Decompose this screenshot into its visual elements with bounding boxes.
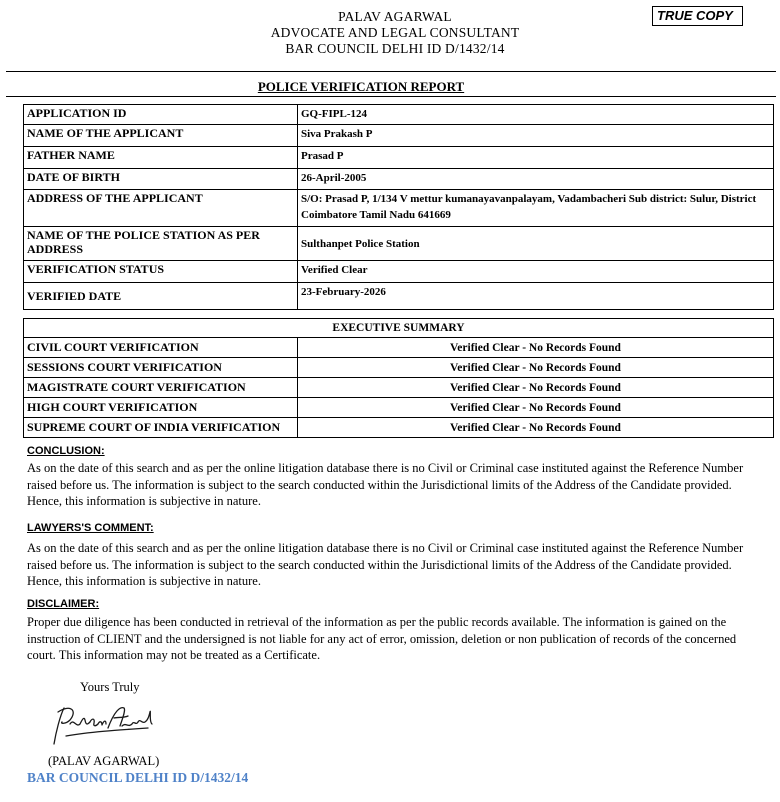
disclaimer-text: Proper due diligence has been conducted in retrieval of the information as per the public records available. The information is gained on the instruction of CLIENT and the undersigned is not liable for any act of error, omission, deletion or non publication of records of the concerned court. This information may not be treated as a Certificate. <box>27 615 737 662</box>
row-label: MAGISTRATE COURT VERIFICATION <box>24 378 298 398</box>
row-value: GQ-FIPL-124 <box>298 105 774 125</box>
row-value: Verified Clear - No Records Found <box>298 398 774 418</box>
row-label: CIVIL COURT VERIFICATION <box>24 338 298 358</box>
conclusion-text: As on the date of this search and as per the online litigation database there is no Civil or Criminal case instituted against the Reference Number raised before us. The information is subject to the search conducted within the Jurisdictional limits of the Address of the Candidate provided. Hence, this information is subjective in nature. <box>27 461 744 508</box>
row-value: 26-April-2005 <box>298 169 774 190</box>
row-value: Prasad P <box>298 147 774 169</box>
row-label: SUPREME COURT OF INDIA VERIFICATION <box>24 418 298 438</box>
row-value: Verified Clear - No Records Found <box>298 338 774 358</box>
title-divider <box>6 96 776 97</box>
table-row <box>24 190 774 227</box>
signatory-name: (PALAV AGARWAL) <box>48 754 160 768</box>
row-label: APPLICATION ID <box>24 105 298 125</box>
row-value: Verified Clear <box>298 261 774 283</box>
executive-summary-title: EXECUTIVE SUMMARY <box>24 319 774 338</box>
row-label: DATE OF BIRTH <box>24 169 298 190</box>
row-label: VERIFICATION STATUS <box>24 261 298 283</box>
row-value: 23-February-2026 <box>298 283 774 310</box>
table-row <box>24 358 774 378</box>
handwritten-signature <box>48 702 163 755</box>
letterhead <box>0 9 780 57</box>
row-label: VERIFIED DATE <box>24 283 298 310</box>
advocate-name: PALAV AGARWAL <box>338 9 452 24</box>
table-row <box>24 125 774 147</box>
executive-summary-table <box>23 318 774 438</box>
lawyers-comment-heading: LAWYERS'S COMMENT: <box>27 522 154 534</box>
table-row <box>24 378 774 398</box>
table-row <box>24 105 774 125</box>
advocate-bar-council-id: BAR COUNCIL DELHI ID D/1432/14 <box>285 41 505 56</box>
row-value: Verified Clear - No Records Found <box>298 378 774 398</box>
row-value: Sulthanpet Police Station <box>298 227 774 261</box>
conclusion-heading: CONCLUSION: <box>27 445 105 457</box>
table-row <box>24 227 774 261</box>
table-row <box>24 398 774 418</box>
table-row <box>24 418 774 438</box>
true-copy-stamp: TRUE COPY <box>652 6 743 26</box>
row-value: S/O: Prasad P, 1/134 V mettur kumanayavanpalayam, Vadambacheri Sub district: Sulur, District Coimbatore Tamil Nadu 641669 <box>298 190 774 227</box>
advocate-designation: ADVOCATE AND LEGAL CONSULTANT <box>270 25 520 40</box>
applicant-details-table <box>23 104 774 310</box>
report-title: POLICE VERIFICATION REPORT <box>257 79 465 94</box>
table-row <box>24 147 774 169</box>
row-label: SESSIONS COURT VERIFICATION <box>24 358 298 378</box>
signatory-bar-council-id: BAR COUNCIL DELHI ID D/1432/14 <box>27 770 249 785</box>
closing-salutation: Yours Truly <box>80 680 140 694</box>
row-label: NAME OF THE POLICE STATION AS PER ADDRESS <box>24 227 298 261</box>
row-label: HIGH COURT VERIFICATION <box>24 398 298 418</box>
row-value: Siva Prakash P <box>298 125 774 147</box>
table-row <box>24 283 774 310</box>
row-label: FATHER NAME <box>24 147 298 169</box>
table-header-row <box>24 319 774 338</box>
table-row <box>24 338 774 358</box>
table-row <box>24 261 774 283</box>
disclaimer-heading: DISCLAIMER: <box>27 598 100 610</box>
row-value: Verified Clear - No Records Found <box>298 418 774 438</box>
row-value: Verified Clear - No Records Found <box>298 358 774 378</box>
row-label: ADDRESS OF THE APPLICANT <box>24 190 298 227</box>
table-row <box>24 169 774 190</box>
lawyers-comment-text: As on the date of this search and as per the online litigation database there is no Civil or Criminal case instituted against the Reference Number raised before us. The information is subject to the search conducted within the Jurisdictional limits of the Address of the Candidate provided. Hence, this information is subjective in nature. <box>27 541 744 588</box>
header-divider <box>6 71 776 72</box>
row-label: NAME OF THE APPLICANT <box>24 125 298 147</box>
